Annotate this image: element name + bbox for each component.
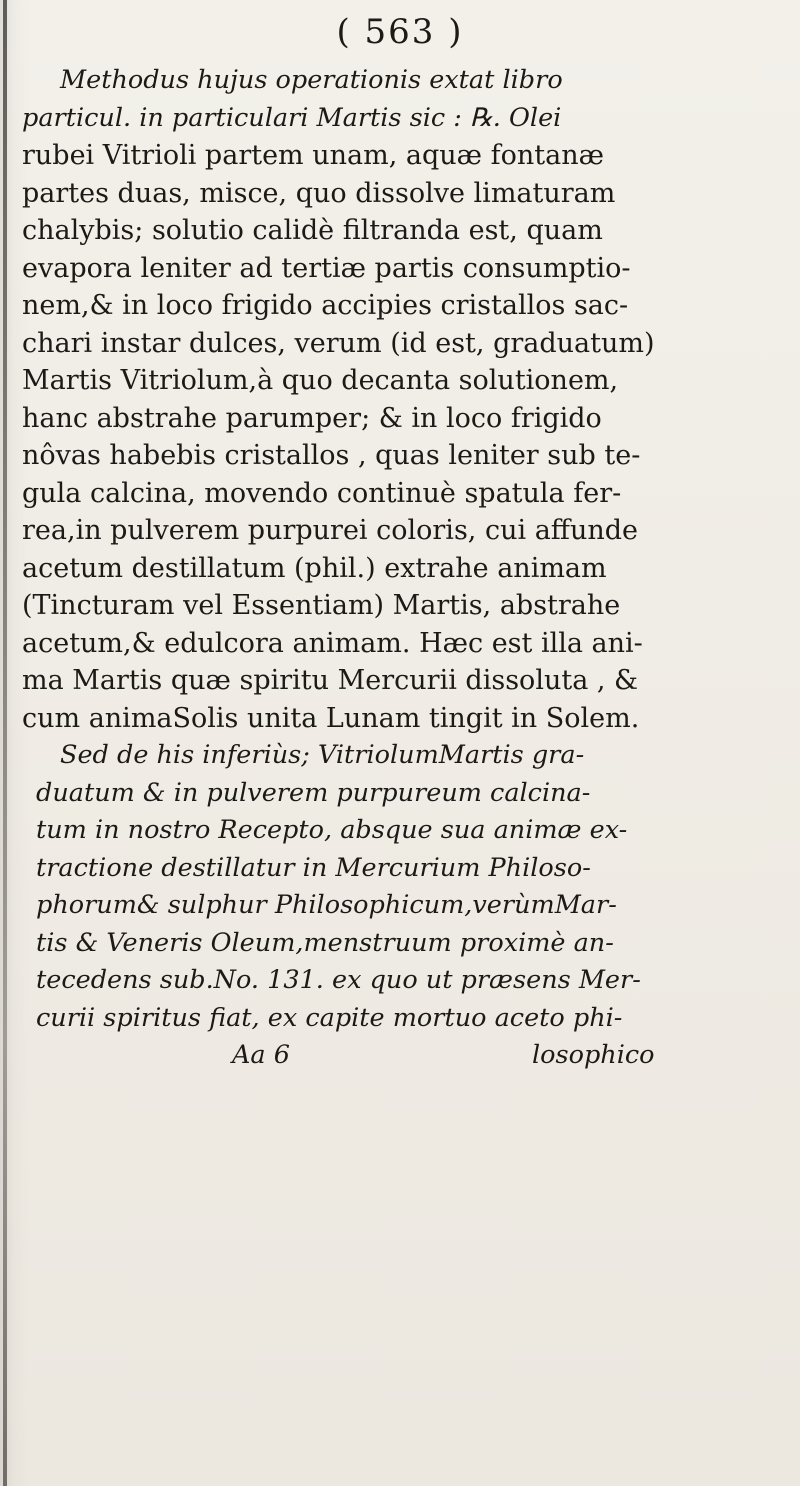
text-line: Sed de his inferiùs; VitriolumMartis gra- bbox=[60, 740, 585, 770]
text-line: chalybis; solutio calidè filtranda est, quam bbox=[22, 215, 603, 246]
text-line: evapora leniter ad tertiæ partis consumptio- bbox=[22, 252, 631, 284]
text-line: ma Martis quæ spiritu Mercurii dissoluta , & bbox=[22, 665, 639, 696]
text-line: tractione destillatur in Mercurium Philoso- bbox=[36, 852, 591, 883]
text-line: chari instar dulces, verum (id est, graduatum) bbox=[22, 327, 655, 359]
page-number: ( 563 ) bbox=[336, 12, 464, 52]
text-line: rubei Vitrioli partem unam, aquæ fontanæ bbox=[22, 140, 604, 171]
text-line: nem,& in loco frigido accipies cristallos sac- bbox=[22, 290, 629, 321]
catchword: losophico bbox=[532, 1040, 655, 1070]
text-line: rea,in pulverem purpurei coloris, cui affunde bbox=[22, 515, 639, 546]
text-line: partes duas, misce, quo dissolve limaturam bbox=[22, 177, 616, 209]
text-line: tecedens sub.No. 131. ex quo ut præsens Mer- bbox=[36, 965, 641, 995]
text-line: nôvas habebis cristallos , quas leniter sub te- bbox=[22, 440, 641, 471]
footer-line bbox=[22, 1037, 796, 1075]
text-line: (Tincturam vel Essentiam) Martis, abstrahe bbox=[22, 590, 621, 621]
text-line: acetum destillatum (phil.) extrahe animam bbox=[22, 552, 607, 584]
text-line: particul. in particulari Martis sic : ℞. Olei bbox=[22, 102, 562, 133]
text-line: gula calcina, movendo continuè spatula fer- bbox=[22, 477, 622, 509]
text-line: cum animaSolis unita Lunam tingit in Solem. bbox=[22, 702, 640, 734]
text-line: acetum,& edulcora animam. Hæc est illa ani- bbox=[22, 627, 643, 659]
text-line: curii spiritus fiat, ex capite mortuo aceto phi- bbox=[36, 1002, 623, 1033]
text-line: tum in nostro Recepto, absque sua animæ ex- bbox=[36, 815, 628, 845]
text-line: duatum & in pulverem purpureum calcina- bbox=[36, 777, 591, 808]
body-text bbox=[22, 62, 796, 1075]
text-line: phorum& sulphur Philosophicum,verùmMar- bbox=[36, 890, 617, 920]
text-line: Martis Vitriolum,à quo decanta solutionem, bbox=[22, 365, 619, 396]
binding-gutter bbox=[3, 0, 7, 1486]
text-line: tis & Veneris Oleum,menstruum proximè an- bbox=[36, 927, 614, 958]
signature-mark: Aa 6 bbox=[232, 1040, 290, 1070]
text-line: hanc abstrahe parumper; & in loco frigido bbox=[22, 402, 602, 434]
text-line: Methodus hujus operationis extat libro bbox=[60, 65, 563, 95]
